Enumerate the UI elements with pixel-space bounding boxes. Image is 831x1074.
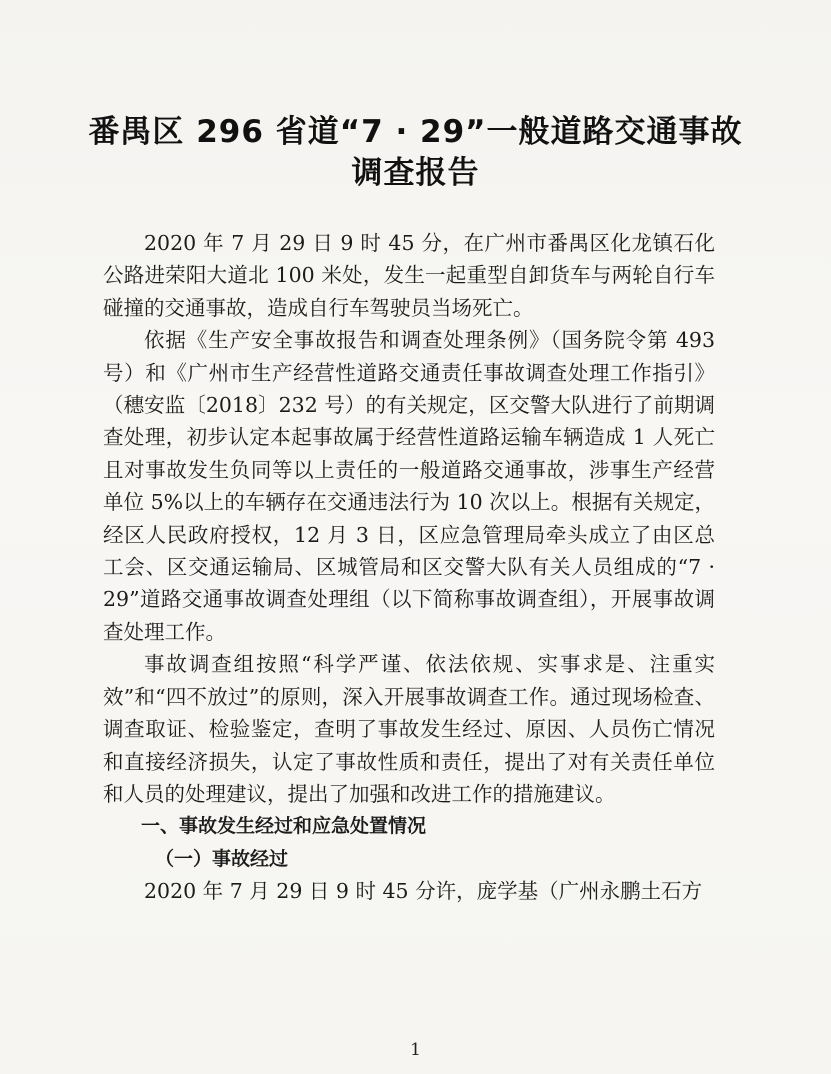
paragraph-accident-summary: 2020 年 7 月 29 日 9 时 45 分，在广州市番禺区化龙镇石化公路进荣阳大道北 100 米处，发生一起重型自卸货车与两轮自行车碰撞的交通事故，造成自行车驾驶员当场死亡。 [103,231,715,320]
report-title-line-2: 调查报告 [351,155,480,191]
page-number: 1 [410,1040,421,1060]
section-heading: 一、事故发生经过和应急处置情况 [141,815,427,838]
paragraph-accident-process: 2020 年 7 月 29 日 9 时 45 分许，庞学基（广州永鹏土石方 [144,879,703,904]
report-body [103,227,715,908]
paragraph-legal-basis: 依据《生产安全事故报告和调查处理条例》（国务院令第 493 号）和《广州市生产经营性道路交通责任事故调查处理工作指引》（穗安监〔2018〕232 号）的有关规定，区交警大队进行了前期调查处理，初步认定本起事故属于经营性道路运输车辆造成 1 人死亡且对事故发生负同等以上责任的一般道路交通事故，涉事生产经营单位 5%以上的车辆存在交通违法行为 10 次以上。根据有关规定，经区人民政府授权，12 月 3 日，区应急管理局牵头成立了由区总工会、区交通运输局、区城管局和区交警大队有关人员组成的“7 · 29”道路交通事故调查处理组（以下简称事故调查组），开展事故调查处理工作。 [103,328,715,644]
subsection-heading: （一）事故经过 [155,847,289,870]
report-title-line-1: 番禺区 296 省道“7 · 29”一般道路交通事故 [88,114,743,150]
paragraph-investigation-principles: 事故调查组按照“科学严谨、依法依规、实事求是、注重实效”和“四不放过”的原则，深入开展事故调查工作。通过现场检查、调查取证、检验鉴定，查明了事故发生经过、原因、人员伤亡情况和直接经济损失，认定了事故性质和责任，提出了对有关责任单位和人员的处理建议，提出了加强和改进工作的措施建议。 [103,652,715,806]
